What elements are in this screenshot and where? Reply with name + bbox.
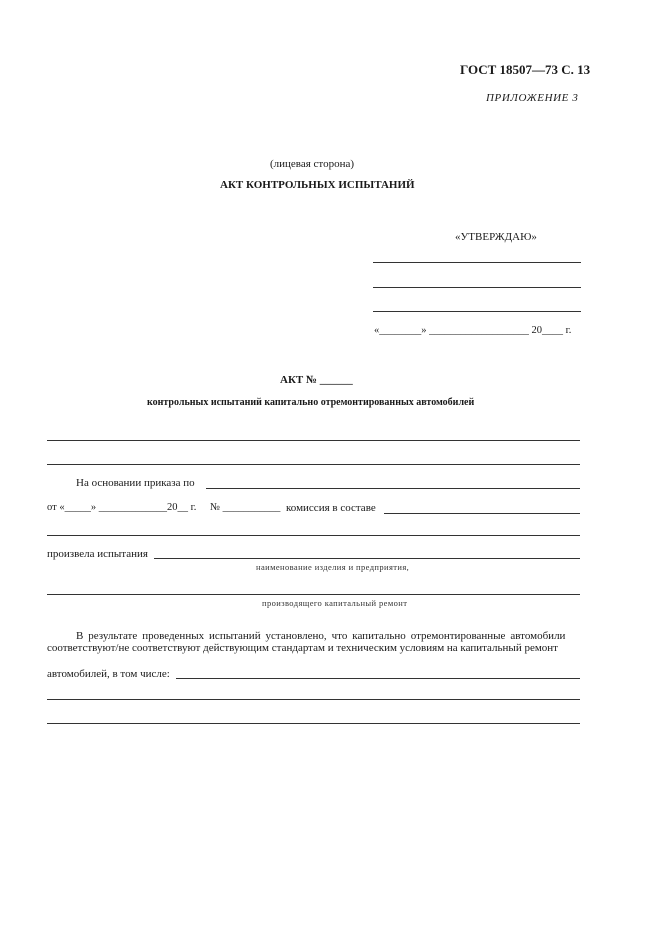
blank-line-1[interactable] xyxy=(47,440,580,441)
act-number-label: АКТ № ______ xyxy=(280,374,353,386)
standard-header: ГОСТ 18507—73 С. 13 xyxy=(460,62,591,77)
blank-line-2[interactable] xyxy=(47,464,580,465)
basis-order-field[interactable] xyxy=(206,488,580,489)
approve-signature-line-1[interactable] xyxy=(373,262,581,263)
including-label: автомобилей, в том числе: xyxy=(47,668,170,680)
order-number-field[interactable]: № ___________ xyxy=(210,502,281,513)
including-field[interactable] xyxy=(176,678,580,679)
result-text-line-1: В результате проведенных испытаний установлено, что капитально отремонтированные автомобили xyxy=(76,630,566,642)
basis-label: На основании приказа по xyxy=(76,477,195,489)
repair-caption: производящего капитальный ремонт xyxy=(262,598,408,608)
order-date-field[interactable]: от «_____» _____________20__ г. xyxy=(47,502,197,513)
result-text-line-2: соответствуют/не соответствуют действующим стандартам и техническим условиям на капитальный ремонт xyxy=(47,642,558,654)
front-side-note: (лицевая сторона) xyxy=(270,158,355,170)
act-subtitle: контрольных испытаний капитально отремонтированных автомобилей xyxy=(147,397,475,408)
repair-enterprise-field[interactable] xyxy=(47,594,580,595)
approve-label: «УТВЕРЖДАЮ» xyxy=(455,231,537,243)
approve-signature-line-2[interactable] xyxy=(373,287,581,288)
approve-date-line[interactable]: «________» ___________________ 20____ г. xyxy=(374,325,572,336)
approve-signature-line-3[interactable] xyxy=(373,311,581,312)
blank-line-4[interactable] xyxy=(47,723,580,724)
commission-field[interactable] xyxy=(384,513,580,514)
product-caption: наименование изделия и предприятия, xyxy=(256,562,410,572)
tested-label: произвела испытания xyxy=(47,548,148,560)
tested-product-field[interactable] xyxy=(154,558,580,559)
commission-field-continued[interactable] xyxy=(47,535,580,536)
document-title: АКТ КОНТРОЛЬНЫХ ИСПЫТАНИЙ xyxy=(220,179,415,191)
appendix-label: ПРИЛОЖЕНИЕ 3 xyxy=(486,92,579,104)
commission-label: комиссия в составе xyxy=(286,502,376,514)
blank-line-3[interactable] xyxy=(47,699,580,700)
